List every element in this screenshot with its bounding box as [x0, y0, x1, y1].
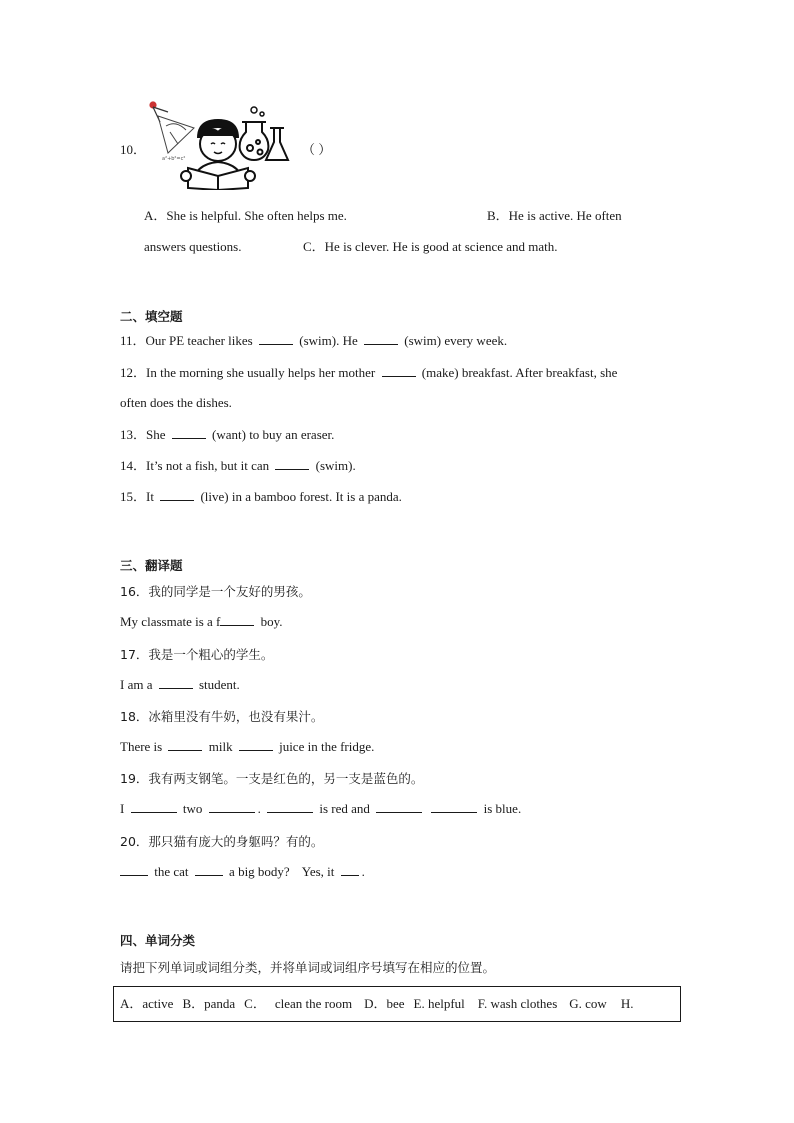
- answer-blank[interactable]: [341, 863, 359, 876]
- answer-blank[interactable]: [364, 332, 398, 345]
- question-20-english: the cat a big body? Yes, it .: [120, 863, 365, 880]
- question-18-english: There is milk juice in the fridge.: [120, 739, 375, 754]
- classification-instruction: 请把下列单词或词组分类，并将单词或词组序号填写在相应的位置。: [120, 960, 496, 975]
- word-option: G. cow: [569, 996, 607, 1011]
- answer-blank[interactable]: [275, 457, 309, 470]
- answer-blank[interactable]: [382, 364, 416, 377]
- question-number-10: 10．: [120, 142, 147, 157]
- answer-blank[interactable]: [431, 800, 477, 813]
- answer-blank[interactable]: [209, 800, 255, 813]
- question-12: 12．In the morning she usually helps her mother (make) breakfast. After breakfast, she: [120, 365, 618, 380]
- word-option: E. helpful: [413, 996, 465, 1011]
- answer-bracket: （ ）: [302, 142, 332, 157]
- answer-blank[interactable]: [239, 738, 273, 751]
- word-option: F. wash clothes: [477, 996, 558, 1011]
- svg-text:a²+b²=c²: a²+b²=c²: [162, 156, 186, 162]
- word-option: clean the room: [274, 996, 353, 1011]
- question-11: 11．Our PE teacher likes (swim). He (swim) every week.: [120, 333, 508, 348]
- word-option: D．bee: [364, 996, 405, 1011]
- answer-blank[interactable]: [159, 676, 193, 689]
- section-title-word-classification: 四、单词分类: [120, 933, 196, 948]
- question-16-english: My classmate is a f boy.: [120, 614, 283, 629]
- option-a: A．She is helpful. She often helps me.: [144, 208, 347, 223]
- answer-blank[interactable]: [195, 863, 223, 876]
- question-13: 13．She (want) to buy an eraser.: [120, 427, 335, 442]
- question-18-chinese: 18．冰箱里没有牛奶，也没有果汁。: [120, 709, 324, 724]
- question-14: 14．It’s not a fish, but it can (swim).: [120, 458, 356, 473]
- answer-blank[interactable]: [220, 613, 254, 626]
- word-option: C．: [244, 996, 266, 1011]
- question-16-chinese: 16．我的同学是一个友好的男孩。: [120, 584, 311, 599]
- student-science-illustration: [146, 98, 296, 190]
- answer-blank[interactable]: [259, 332, 293, 345]
- question-17-chinese: 17．我是一个粗心的学生。: [120, 647, 274, 662]
- answer-blank[interactable]: [172, 426, 206, 439]
- word-option: H.: [620, 996, 634, 1011]
- question-12-continued: often does the dishes.: [120, 395, 232, 410]
- word-options-box: [113, 986, 681, 1022]
- option-c: C．He is clever. He is good at science and math.: [303, 239, 558, 254]
- question-19-chinese: 19．我有两支钢笔。一支是红色的，另一支是蓝色的。: [120, 771, 424, 786]
- option-b-continued: answers questions.: [144, 239, 242, 254]
- answer-blank[interactable]: [160, 488, 194, 501]
- question-15: 15．It (live) in a bamboo forest. It is a panda.: [120, 489, 402, 504]
- word-option: B．panda: [182, 996, 236, 1011]
- answer-blank[interactable]: [120, 863, 148, 876]
- question-17-english: I am a student.: [120, 677, 240, 692]
- section-title-translation: 三、翻译题: [120, 558, 183, 573]
- word-option: A．active: [120, 996, 174, 1011]
- answer-blank[interactable]: [267, 800, 313, 813]
- flask-icon: [240, 107, 288, 160]
- question-19-english: I two . is red and is blue.: [120, 801, 522, 816]
- answer-blank[interactable]: [168, 738, 202, 751]
- answer-blank[interactable]: [376, 800, 422, 813]
- geometry-tools-icon: [158, 116, 194, 162]
- option-b: B．He is active. He often: [487, 208, 622, 223]
- question-20-chinese: 20．那只猫有庞大的身躯吗？有的。: [120, 834, 324, 849]
- answer-blank[interactable]: [131, 800, 177, 813]
- section-title-fill-blanks: 二、填空题: [120, 309, 183, 324]
